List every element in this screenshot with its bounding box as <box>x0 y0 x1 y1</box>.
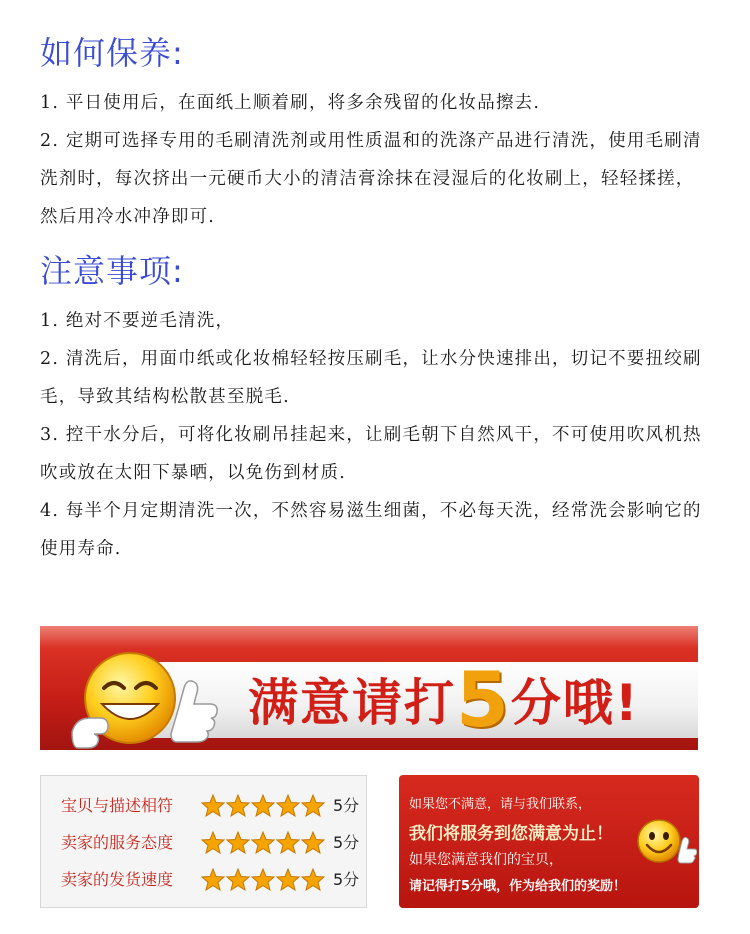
rating-score: 5分 <box>333 833 360 852</box>
rating-row <box>41 790 368 822</box>
care-item-1: 1. 平日使用后，在面纸上顺着刷，将多余残留的化妆品擦去. <box>40 93 541 113</box>
notes-item-1: 1. 绝对不要逆毛清洗， <box>40 311 235 331</box>
star-icon <box>201 831 225 854</box>
star-icon <box>301 794 325 817</box>
star-icon <box>201 868 225 891</box>
rating-score: 5分 <box>333 796 360 815</box>
rating-row <box>41 864 368 896</box>
rating-stars <box>201 868 326 892</box>
star-icon <box>301 868 325 891</box>
notes-list <box>40 302 710 568</box>
star-icon <box>201 794 225 817</box>
notes-title: 注意事项: <box>40 252 184 290</box>
star-icon <box>226 794 250 817</box>
smiley-thumbs-up-icon <box>70 640 220 754</box>
notes-item-2: 2. 清洗后，用面巾纸或化妆棉轻轻按压刷毛，让水分快速排出，切记不要扭绞刷毛，导致其结构松散甚至脱毛. <box>40 349 702 407</box>
star-icon <box>251 868 275 891</box>
care-title: 如何保养: <box>40 34 184 72</box>
star-icon <box>251 831 275 854</box>
rating-label: 卖家的发货速度 <box>61 870 174 889</box>
smiley-thumbs-up-icon <box>635 815 697 875</box>
star-icon <box>226 868 250 891</box>
contact-notice-panel <box>399 775 699 908</box>
rating-label: 宝贝与描述相符 <box>61 796 174 815</box>
banner-number: 5 <box>456 655 511 744</box>
notice-line-1: 如果您不满意，请与我们联系， <box>409 797 592 812</box>
star-icon <box>276 868 300 891</box>
star-icon <box>276 831 300 854</box>
star-icon <box>301 831 325 854</box>
notes-item-3: 3. 控干水分后，可将化妆刷吊挂起来，让刷毛朝下自然风干，不可使用吹风机热吹或放在太阳下暴晒，以免伤到材质. <box>40 425 702 483</box>
star-icon <box>276 794 300 817</box>
rating-score: 5分 <box>333 870 360 889</box>
rating-label: 卖家的服务态度 <box>61 833 174 852</box>
banner-text-before: 满意请打 <box>248 674 456 732</box>
rating-row <box>41 827 368 859</box>
notice-line-3: 如果您满意我们的宝贝， <box>409 852 563 868</box>
notes-item-4: 4. 每半个月定期清洗一次，不然容易滋生细菌，不必每天洗，经常洗会影响它的使用寿命. <box>40 501 702 559</box>
rating-stars <box>201 794 326 818</box>
notice-line-4: 请记得打5分哦，作为给我们的奖励！ <box>409 879 627 894</box>
notice-line-2: 我们将服务到您满意为止！ <box>409 824 613 844</box>
care-list <box>40 84 710 236</box>
rating-stars <box>201 831 326 855</box>
seller-ratings-panel <box>40 775 367 908</box>
star-icon <box>226 831 250 854</box>
banner-text-after: 分哦! <box>510 674 640 732</box>
care-item-2: 2. 定期可选择专用的毛刷清洗剂或用性质温和的洗涤产品进行清洗，使用毛刷清洗剂时，每次挤出一元硬币大小的清洁膏涂抹在浸湿后的化妆刷上，轻轻揉搓，然后用冷水冲净即可. <box>40 131 702 227</box>
star-icon <box>251 794 275 817</box>
banner-slogan <box>248 655 640 744</box>
